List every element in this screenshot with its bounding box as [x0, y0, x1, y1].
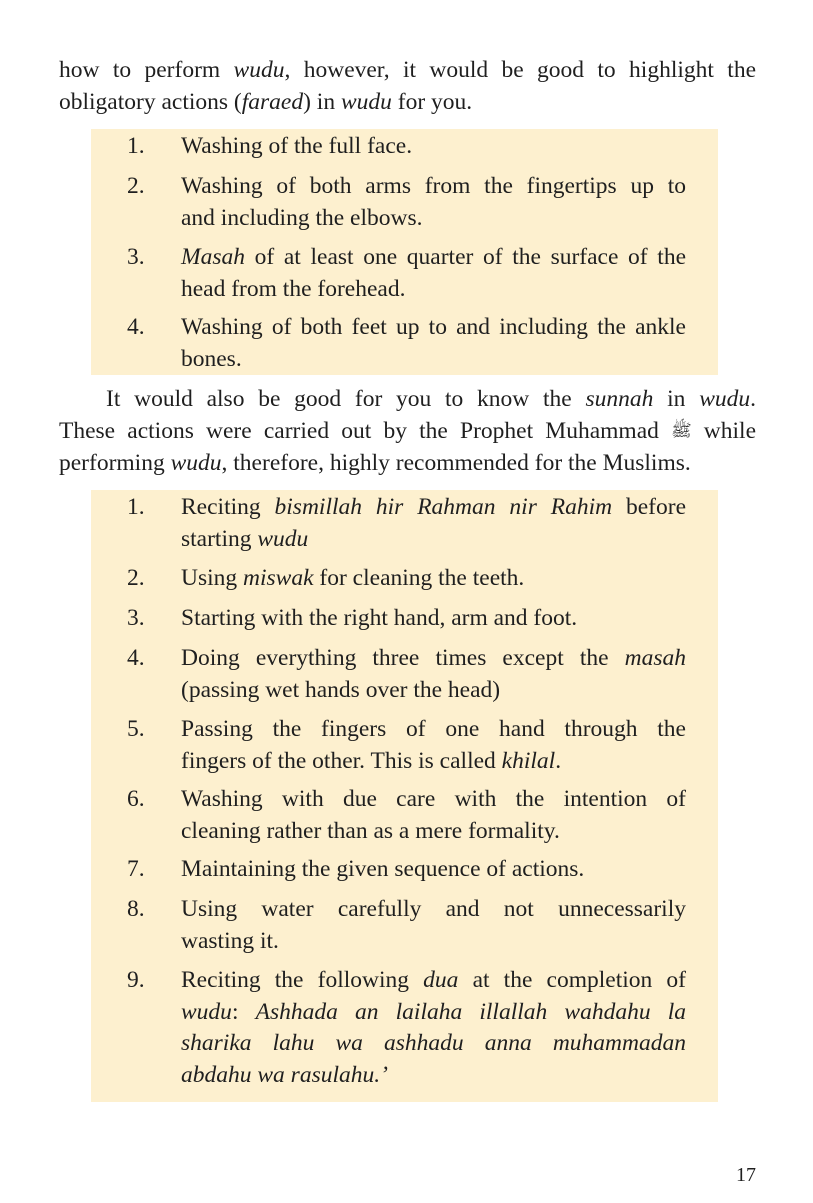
list-text: Maintaining the given sequence of actions.	[181, 856, 585, 882]
list-text: Passing the fingers of one hand through the fingers of the other. This is called khilal.	[181, 716, 686, 774]
page-number: 17	[736, 1164, 756, 1186]
list-text: Doing everything three times except the masah (passing wet hands over the head)	[181, 645, 686, 703]
list-text: Washing of both arms from the fingertips up to and including the elbows.	[181, 173, 686, 231]
list-number: 1.	[127, 133, 145, 159]
sunnah-line-3: performing wudu, therefore, highly recommended for the Muslims.	[59, 450, 691, 476]
list-text: Washing of the full face.	[181, 133, 413, 159]
list-number: 2.	[127, 565, 145, 591]
list-text: Reciting the following dua at the completion of wudu: Ashhada an lailaha illallah wahdahu la sharika lahu wa ashhadu anna muhammadan abdahu wa rasulahu.’	[181, 967, 686, 1088]
sunnah-line-1: It would also be good for you to know the sunnah in wudu.	[106, 386, 756, 412]
list-text: Washing with due care with the intention of cleaning rather than as a mere formality.	[181, 786, 686, 844]
list-number: 4.	[127, 645, 145, 671]
list-number: 9.	[127, 967, 145, 993]
list-text: Masah of at least one quarter of the surface of the head from the forehead.	[181, 244, 686, 302]
faraed-list-box	[91, 129, 718, 375]
intro-line-2: obligatory actions (faraed) in wudu for you.	[59, 89, 473, 115]
sunnah-paragraph	[59, 383, 756, 479]
list-text: Washing of both feet up to and including the ankle bones.	[181, 314, 686, 372]
sunnah-line-2: These actions were carried out by the Prophet Muhammad ﷺ while	[59, 418, 756, 444]
intro-paragraph	[59, 54, 756, 118]
list-text: Starting with the right hand, arm and foot.	[181, 605, 578, 631]
list-number: 5.	[127, 716, 145, 742]
list-number: 7.	[127, 856, 145, 882]
list-number: 6.	[127, 786, 145, 812]
intro-line-1: how to perform wudu, however, it would be good to highlight the	[59, 57, 756, 83]
list-number: 8.	[127, 896, 145, 922]
list-number: 2.	[127, 173, 145, 199]
list-text: Using miswak for cleaning the teeth.	[181, 565, 525, 591]
list-number: 4.	[127, 314, 145, 340]
list-number: 3.	[127, 244, 145, 270]
list-number: 3.	[127, 605, 145, 631]
list-text: Using water carefully and not unnecessarily wasting it.	[181, 896, 686, 954]
sunnah-list-box	[91, 490, 718, 1102]
pbuh-symbol: ﷺ	[671, 421, 692, 440]
list-text: Reciting bismillah hir Rahman nir Rahim before starting wudu	[181, 494, 686, 552]
list-number: 1.	[127, 494, 145, 520]
